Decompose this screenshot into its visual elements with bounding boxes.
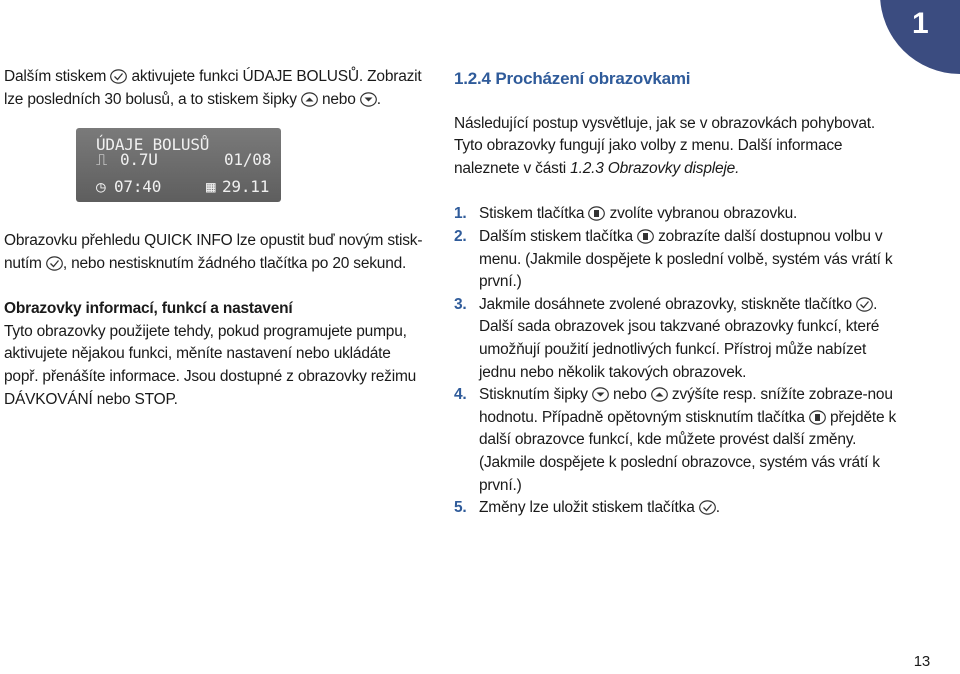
step-text: Dalším stiskem tlačítka <box>479 227 633 245</box>
up-arrow-icon <box>651 387 668 402</box>
down-arrow-icon <box>360 92 377 107</box>
intro-text-e: . <box>376 90 381 108</box>
steps-list <box>454 203 904 519</box>
step-text: zobrazíte další dostupnou volbu v menu. (Jakmile dospějete k poslední volbě, systém vás vrátí k první.) <box>479 227 893 291</box>
step-text: přejděte k další obrazovce funkcí, kde můžete provést další změny. (Jakmile dospějete k poslední obrazovce, systém vás vrátí k první.) <box>479 408 897 494</box>
step-text: nebo <box>613 386 647 404</box>
step-text: Stisknutím šipky <box>479 386 588 404</box>
list-item <box>454 384 904 497</box>
select-button-icon <box>637 229 654 244</box>
lcd-date: 29.11 <box>222 177 270 196</box>
page-number: 13 <box>913 653 930 670</box>
down-arrow-icon <box>592 387 609 402</box>
quickinfo-text-a: nutím <box>4 254 42 272</box>
intro-a: Následující postup vysvětluje, jak se v obrazovkách pohybovat. Tyto obrazovky fungují jako volby z menu. Další informace naleznete v části <box>454 114 875 177</box>
chapter-tab <box>880 0 960 74</box>
navigation-intro <box>454 113 904 181</box>
section-heading: 1.2.4 Procházení obrazovkami <box>454 69 691 88</box>
quickinfo-text-b: , nebo nestisknutím žádného tlačítka po 20 sekund. <box>62 254 407 272</box>
left-column <box>4 66 424 111</box>
step-text: zvolíte vybranou obrazovku. <box>609 205 798 223</box>
up-arrow-icon <box>301 92 318 107</box>
step-text: zvýšíte resp. snížíte zobraze-nou hodnotu. Případně opětovným stisknutím tlačítka <box>479 386 893 426</box>
lcd-time: 07:40 <box>114 177 162 196</box>
intro-text-c: lze posledních 30 bolusů, a to stiskem šipky <box>4 90 297 108</box>
bolus-intro <box>4 66 424 111</box>
right-column <box>454 68 904 520</box>
lcd-dose: 0.7U <box>120 150 158 169</box>
ok-button-icon <box>110 69 127 84</box>
lcd-index: 01/08 <box>224 150 272 169</box>
ok-button-icon <box>699 500 716 515</box>
list-item <box>454 294 904 384</box>
section-text: Tyto obrazovky použijete tehdy, pokud programujete pumpu, aktivujete nějakou funkci, měníte nastavení nebo ukládáte popř. přenášíte informace. Jsou dostupné z obrazovky režimu DÁVKOVÁNÍ nebo STOP. <box>4 322 417 408</box>
quick-info-text <box>4 230 424 275</box>
intro-reference: 1.2.3 Obrazovky displeje. <box>570 159 740 177</box>
step-text: Stiskem tlačítka <box>479 205 585 223</box>
lcd-title: ÚDAJE BOLUSŮ <box>96 135 210 154</box>
step-number: 4. <box>454 386 467 404</box>
chapter-number: 1 <box>912 7 929 40</box>
lcd-bolus-icon: ⎍ <box>96 150 108 169</box>
ok-button-icon <box>856 297 873 312</box>
step-text: Změny lze uložit stiskem tlačítka <box>479 499 695 517</box>
step-text: Jakmile dosáhnete zvolené obrazovky, stiskněte tlačítko <box>479 295 852 313</box>
quickinfo-line1: Obrazovku přehledu QUICK INFO lze opustit buď novým stisk- <box>4 232 423 249</box>
intro-text-d: nebo <box>321 90 356 108</box>
pump-lcd-display <box>76 128 281 202</box>
list-item <box>454 497 904 520</box>
lcd-clock-icon: ◷ <box>96 177 106 196</box>
step-number: 2. <box>454 227 467 245</box>
step-text: . <box>715 499 720 517</box>
lcd-calendar-icon: ▦ <box>206 177 216 196</box>
step-number: 3. <box>454 295 467 313</box>
intro-text-a: Dalším stiskem <box>4 68 107 85</box>
list-item <box>454 203 904 226</box>
step-number: 5. <box>454 499 467 517</box>
select-button-icon <box>809 410 826 425</box>
intro-text-b: aktivujete funkci ÚDAJE BOLUSŮ. Zobrazit <box>131 68 422 85</box>
quick-info-block <box>4 230 424 411</box>
ok-button-icon <box>46 256 63 271</box>
section-title: Obrazovky informací, funkcí a nastavení <box>4 300 293 318</box>
list-item <box>454 226 904 294</box>
select-button-icon <box>588 206 605 221</box>
step-text: . Další sada obrazovek jsou takzvané obrazovky funkcí, které umožňují použití jednotlivých funkcí. Přístroj může nabízet jednu nebo několik takových obrazovek. <box>479 295 880 381</box>
step-number: 1. <box>454 205 467 223</box>
